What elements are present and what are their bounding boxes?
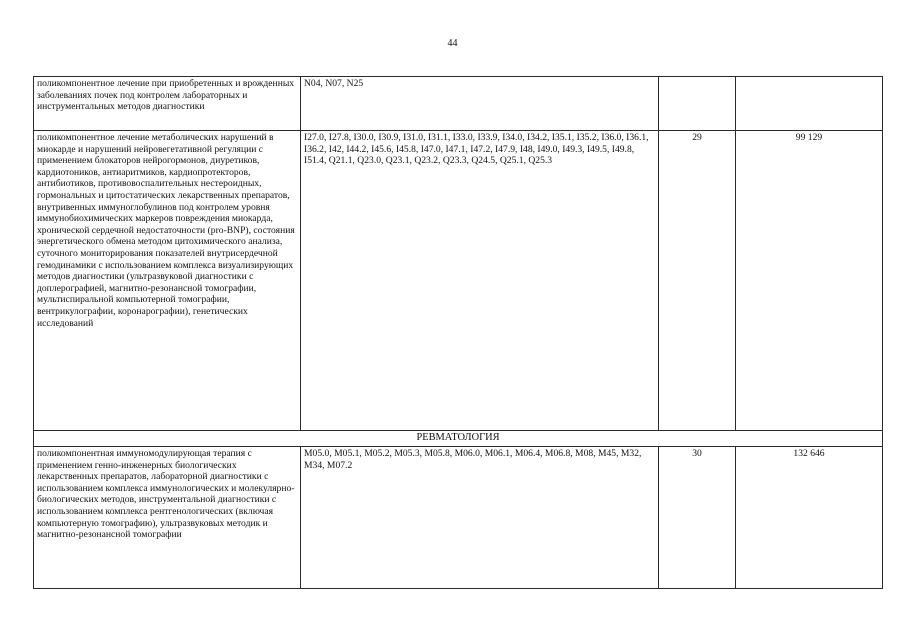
table-row: [34, 447, 883, 589]
table-row: [34, 131, 883, 431]
group-number: 29: [659, 131, 736, 431]
standard-cost: 99 129: [736, 131, 883, 431]
icd-codes: I27.0, I27.8, I30.0, I30.9, I31.0, I31.1, I33.0, I33.9, I34.0, I34.2, I35.1, I35.2, I36.0, I36.1, I36.2, I42, I44.2, I45.6, I45.8, I47.0, I47.1, I47.2, I47.9, I48, I49.0, I49.3, I49.5, I49.8, I51.4, Q21.1, Q23.0, Q23.1, Q23.2, Q23.3, Q24.5, Q25.1, Q25.3: [301, 131, 659, 431]
icd-codes: M05.0, M05.1, M05.2, M05.3, M05.8, M06.0, M06.1, M06.4, M06.8, M08, M45, M32, M34, M07.2: [301, 447, 659, 589]
group-number: 30: [659, 447, 736, 589]
standard-cost: 132 646: [736, 447, 883, 589]
treatment-description: поликомпонентное лечение метаболических нарушений в миокарде и нарушений нейровегетативной регуляции с применением блокаторов нейрогормонов, диуретиков, кардиотоников, антиаритмиков, кардиопротекторов, антибиотиков, противовоспалительных нестероидных, гормональных и цитостатических лекарственных препаратов, внутривенных иммуноглобулинов под контролем уровня иммунобиохимических маркеров повреждения миокарда, хронической сердечной недостаточности (pro-BNP), состояния энергетического обмена методом цитохимического анализа, суточного мониторирования показателей внутрисердечной гемодинамики с использованием комплекса визуализирующих методов диагностики (ультразвуковой диагностики с доплерографией, магнитно-резонансной томографии, мультиспиральной компьютерной томографии, вентрикулографии, коронарографии), генетических исследований: [34, 131, 301, 431]
medical-care-table: [33, 76, 883, 589]
treatment-description: поликомпонентное лечение при приобретенных и врожденных заболеваниях почек под контролем лабораторных и инструментальных методов диагностики: [34, 77, 301, 131]
standard-cost: [736, 77, 883, 131]
icd-codes: N04, N07, N25: [301, 77, 659, 131]
section-title: РЕВМАТОЛОГИЯ: [34, 431, 883, 447]
treatment-description: поликомпонентная иммуномодулирующая терапия с применением генно-инженерных биологических лекарственных препаратов, лабораторной диагностики с использованием комплекса иммунологических и молекулярно-биологических методов, инструментальной диагностики с использованием комплекса рентгенологических (включая компьютерную томографию), ультразвуковых методик и магнитно-резонансной томографии: [34, 447, 301, 589]
table-row: [34, 77, 883, 131]
page-number: 44: [447, 38, 458, 49]
group-number: [659, 77, 736, 131]
section-header-row: [34, 431, 883, 447]
